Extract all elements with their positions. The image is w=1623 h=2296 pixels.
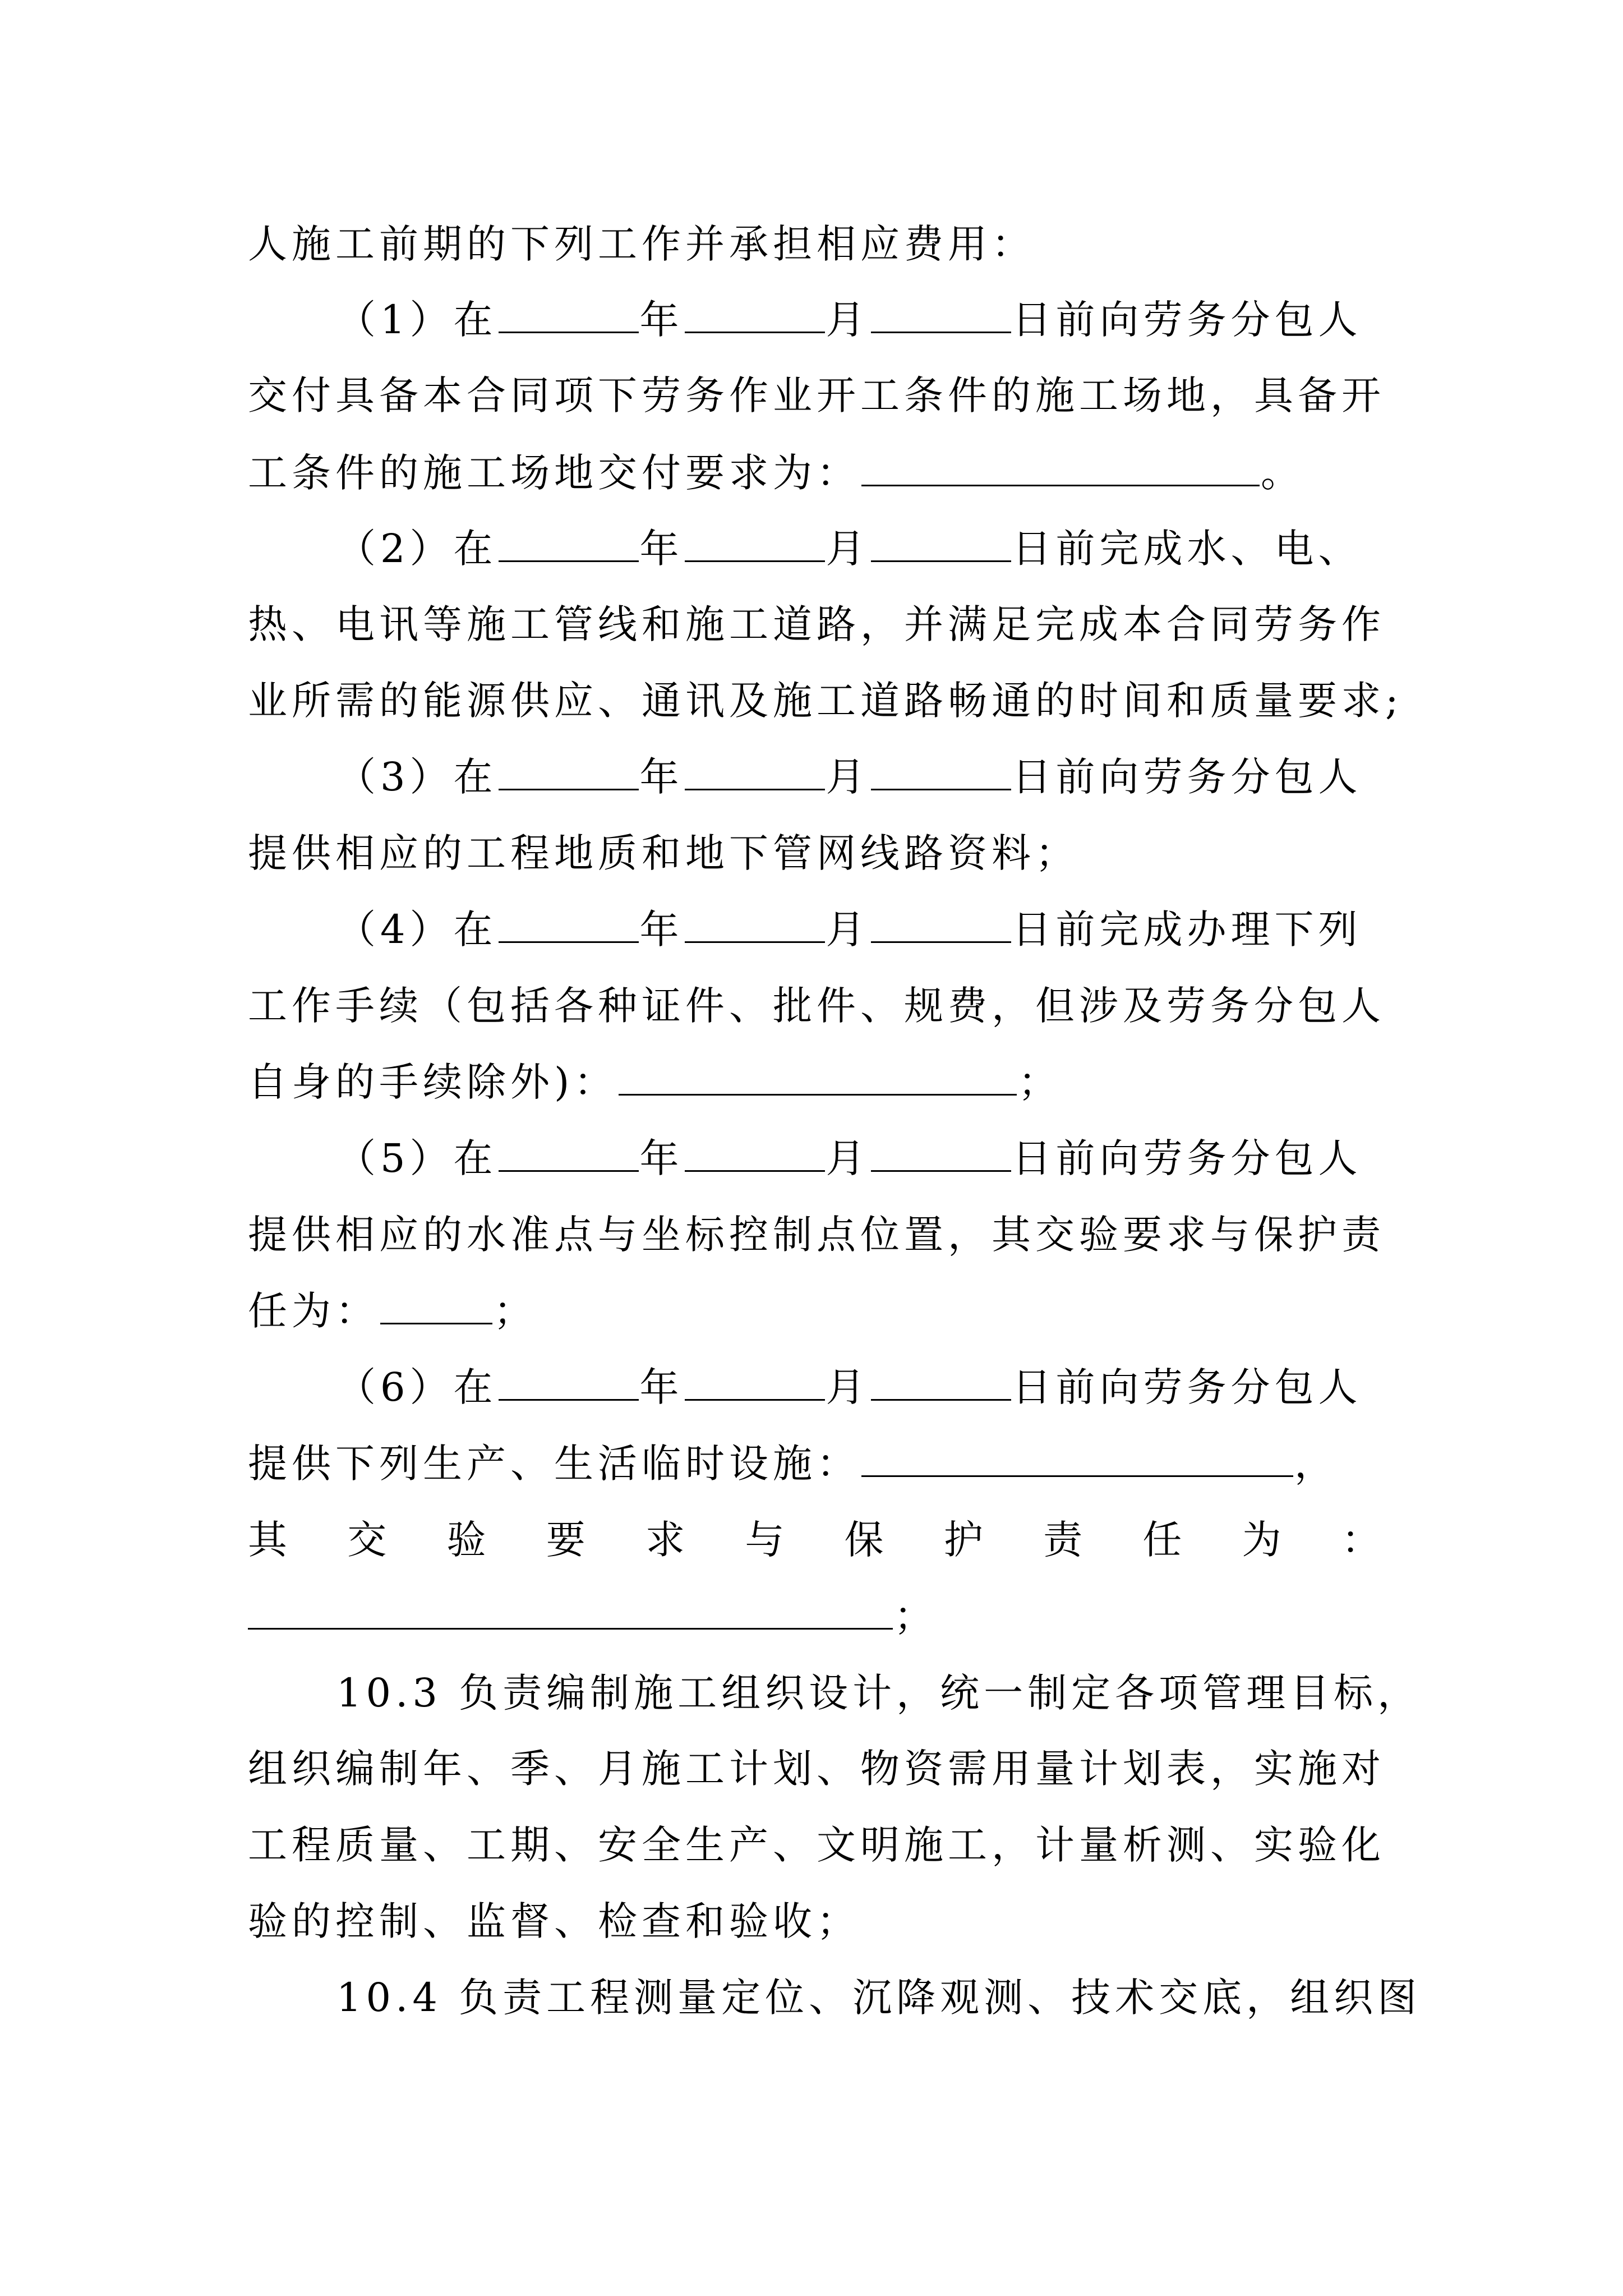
clause-3-line xyxy=(336,754,1362,800)
blank-field xyxy=(685,1368,825,1401)
text-fragment: 日前完成办理下列 xyxy=(1012,907,1362,953)
clause-number: （2）在 xyxy=(336,526,497,572)
blank-field xyxy=(380,1291,492,1324)
blank-field xyxy=(248,1596,893,1630)
blank-field xyxy=(685,1139,825,1172)
month-label: 月 xyxy=(826,754,870,800)
char: 护 xyxy=(943,1517,983,1563)
blank-field xyxy=(871,1139,1011,1172)
text-line: 提供相应的工程地质和地下管网线路资料； xyxy=(248,830,1079,876)
blank-field xyxy=(499,300,639,333)
text-fragment: 提供下列生产、生活临时设施： xyxy=(248,1441,860,1487)
blank-field xyxy=(871,1368,1011,1401)
blank-field xyxy=(499,910,639,943)
month-label: 月 xyxy=(826,297,870,343)
text-line: 组织编制年、季、月施工计划、物资需用量计划表，实施对 xyxy=(248,1746,1385,1792)
year-label: 年 xyxy=(639,526,684,572)
clause-number: （6）在 xyxy=(336,1364,497,1410)
blank-field xyxy=(499,1368,639,1401)
char: 要 xyxy=(546,1517,585,1563)
text-fragment: 日前向劳务分包人 xyxy=(1012,1135,1362,1181)
text-fragment: 日前向劳务分包人 xyxy=(1012,297,1362,343)
clause-6-line xyxy=(336,1364,1362,1410)
justified-text-line xyxy=(248,1517,1381,1563)
char: 求 xyxy=(645,1517,685,1563)
clause-number: （5）在 xyxy=(336,1135,497,1181)
text-line: 工程质量、工期、安全生产、文明施工，计量析测、实验化 xyxy=(248,1822,1385,1868)
char: 其 xyxy=(248,1517,287,1563)
text-fragment: ； xyxy=(494,1288,537,1334)
text-line: 验的控制、监督、检查和验收； xyxy=(248,1898,860,1944)
clause-1-line xyxy=(336,297,1362,343)
text-fragment: ； xyxy=(1018,1059,1062,1105)
text-line: 提供相应的水准点与坐标控制点位置，其交验要求与保护责 xyxy=(248,1212,1385,1258)
blank-field xyxy=(871,757,1011,790)
section-10-4-line: 10.4 负责工程测量定位、沉降观测、技术交底，组织图 xyxy=(336,1975,1422,2021)
blank-field xyxy=(861,453,1260,486)
text-fragment: 日前向劳务分包人 xyxy=(1012,1364,1362,1410)
year-label: 年 xyxy=(639,1135,684,1181)
text-fragment: ； xyxy=(894,1593,938,1639)
char: 交 xyxy=(347,1517,387,1563)
clause-number: （1）在 xyxy=(336,297,497,343)
clause-number: （3）在 xyxy=(336,754,497,800)
month-label: 月 xyxy=(826,1135,870,1181)
clause-number: （4）在 xyxy=(336,907,497,953)
text-fragment: 日前完成水、电、 xyxy=(1012,526,1362,572)
blank-field xyxy=(685,757,825,790)
text-line xyxy=(248,1593,938,1639)
clause-4-line xyxy=(336,907,1362,953)
char: 与 xyxy=(745,1517,785,1563)
section-10-3-line: 10.3 负责编制施工组织设计，统一制定各项管理目标， xyxy=(336,1670,1422,1716)
text-fragment: 日前向劳务分包人 xyxy=(1012,754,1362,800)
blank-field xyxy=(685,910,825,943)
month-label: 月 xyxy=(826,1364,870,1410)
blank-field xyxy=(871,529,1011,562)
char: 验 xyxy=(446,1517,486,1563)
char: 责 xyxy=(1043,1517,1083,1563)
text-line xyxy=(248,1059,1062,1105)
char: ： xyxy=(1341,1517,1381,1563)
blank-field xyxy=(619,1062,1017,1096)
text-fragment: 工条件的施工场地交付要求为： xyxy=(248,450,860,496)
text-line xyxy=(248,1288,537,1334)
text-fragment: 任为： xyxy=(248,1288,379,1334)
clause-2-line xyxy=(336,526,1362,572)
text-line: 工作手续（包括各种证件、批件、规费，但涉及劳务分包人 xyxy=(248,983,1385,1029)
blank-field xyxy=(499,757,639,790)
year-label: 年 xyxy=(639,754,684,800)
text-line xyxy=(248,450,1304,496)
text-line: 人施工前期的下列工作并承担相应费用： xyxy=(248,221,1035,267)
char: 任 xyxy=(1142,1517,1182,1563)
month-label: 月 xyxy=(826,907,870,953)
text-fragment: 自身的手续除外)： xyxy=(248,1059,618,1105)
clause-5-line xyxy=(336,1135,1362,1181)
blank-field xyxy=(871,910,1011,943)
text-line xyxy=(248,1441,1338,1487)
blank-field xyxy=(499,1139,639,1172)
text-fragment: ， xyxy=(1294,1441,1338,1487)
text-line: 交付具备本合同项下劳务作业开工条件的施工场地，具备开 xyxy=(248,372,1385,418)
year-label: 年 xyxy=(639,1364,684,1410)
blank-field xyxy=(499,529,639,562)
text-line: 业所需的能源供应、通讯及施工道路畅通的时间和质量要求; xyxy=(248,678,1403,724)
blank-field xyxy=(685,300,825,333)
year-label: 年 xyxy=(639,297,684,343)
blank-field xyxy=(861,1444,1293,1477)
text-fragment: 。 xyxy=(1261,450,1304,496)
blank-field xyxy=(871,300,1011,333)
month-label: 月 xyxy=(826,526,870,572)
char: 保 xyxy=(844,1517,884,1563)
year-label: 年 xyxy=(639,907,684,953)
blank-field xyxy=(685,529,825,562)
text-line: 热、电讯等施工管线和施工道路，并满足完成本合同劳务作 xyxy=(248,601,1385,647)
char: 为 xyxy=(1242,1517,1281,1563)
